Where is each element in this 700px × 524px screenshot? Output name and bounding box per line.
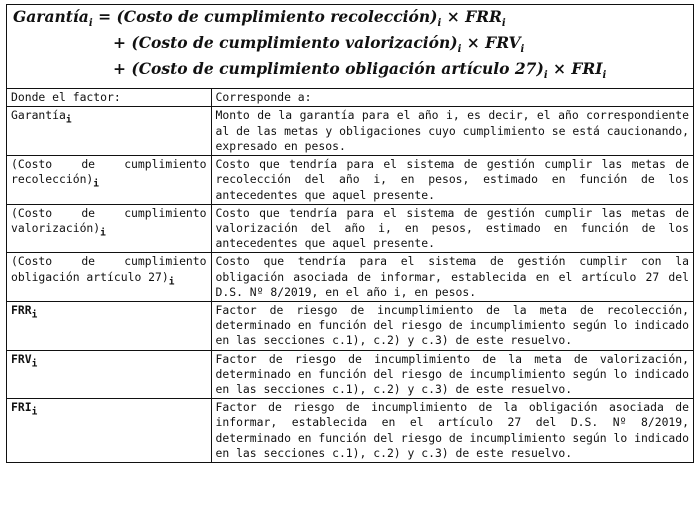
definitions-table (7, 89, 693, 462)
formula-factor-frr: × FRR (441, 7, 502, 26)
guarantee-formula (7, 5, 693, 89)
factor-term: FRR (11, 302, 32, 317)
formula-subscript: i (501, 18, 506, 30)
formula-term-valorizacion: + (Costo de cumplimiento valorización) (113, 33, 458, 53)
formula-line-1 (13, 7, 687, 33)
factor-cell (7, 301, 211, 350)
definition-cell: Factor de riesgo de incumplimiento de la meta de recolección, determinado en función del riesgo de incumplimiento según lo indicado en las secciones c.1), c.2) y c.3) de este resuelvo. (211, 301, 693, 350)
table-row (7, 156, 693, 205)
table-row (7, 301, 693, 350)
formula-factor-fri: × FRI (547, 59, 603, 79)
factor-cell (7, 156, 211, 205)
factor-term: (Costo de cumplimiento recolección) (11, 157, 207, 187)
formula-subscript: i (457, 44, 462, 56)
formula-subscript: i (88, 18, 93, 30)
factor-cell (7, 204, 211, 253)
formula-term-recoleccion: = (Costo de cumplimiento recolección) (92, 7, 438, 26)
table-row (7, 107, 693, 156)
table-row (7, 253, 693, 302)
definition-cell: Monto de la garantía para el año i, es decir, el año correspondiente al de las metas y obligaciones cuyo cumplimiento se está caucionando, expresado en pesos. (211, 107, 693, 156)
factor-term: (Costo de cumplimiento obligación artículo 27) (11, 254, 207, 284)
factor-subscript: i (31, 309, 38, 321)
table-row (7, 204, 693, 253)
factor-subscript: i (100, 227, 106, 239)
factor-subscript: i (65, 114, 72, 126)
definition-cell: Costo que tendría para el sistema de gestión cumplir las metas de recolección del año i, en pesos, estimado en función de los antecedentes que aquel presente. (211, 156, 693, 205)
factor-subscript: i (93, 178, 100, 190)
factor-term: FRI (11, 400, 32, 415)
formula-term-articulo-27: + (Costo de cumplimiento obligación artículo 27) (113, 59, 544, 79)
formula-factor-frv: × FRV (461, 33, 521, 53)
formula-line-2 (13, 33, 687, 59)
table-header-row (7, 89, 693, 107)
factor-term: Garantía (11, 108, 66, 123)
formula-term-garantia: Garantía (13, 7, 89, 26)
factor-subscript: i (31, 357, 38, 369)
formula-subscript: i (437, 18, 442, 30)
formula-line-3 (13, 59, 687, 85)
factor-term: FRV (11, 351, 32, 366)
factor-subscript: i (168, 275, 175, 287)
formula-subscript: i (602, 70, 607, 82)
table-row (7, 350, 693, 399)
table-row (7, 399, 693, 462)
formula-subscript: i (543, 70, 548, 82)
definition-cell: Factor de riesgo de incumplimiento de la obligación asociada de informar, establecida en el artículo 27 del D.S. Nº 8/2019, determinado en función del riesgo de incumplimiento según lo indicado en las secciones c.1), c.2) y c.3) de este resuelvo. (211, 399, 693, 462)
header-factor: Donde el factor: (7, 89, 211, 107)
definition-cell: Costo que tendría para el sistema de gestión cumplir con la obligación asociada de informar, establecida en el artículo 27 del D.S. Nº 8/2019, en el año i, en pesos. (211, 253, 693, 302)
header-corresponde: Corresponde a: (211, 89, 693, 107)
definition-cell: Factor de riesgo de incumplimiento de la meta de valorización, determinado en función del riesgo de incumplimiento según lo indicado en las secciones c.1), c.2) y c.3) de este resuelvo. (211, 350, 693, 399)
factor-cell (7, 350, 211, 399)
guarantee-formula-document (6, 4, 694, 463)
factor-cell (7, 253, 211, 302)
definition-cell: Costo que tendría para el sistema de gestión cumplir las metas de valorización del año i, en pesos, estimado en función de los antecedentes que aquel presente. (211, 204, 693, 253)
factor-cell (7, 399, 211, 462)
formula-subscript: i (520, 44, 525, 56)
factor-term: (Costo de cumplimiento valorización) (11, 205, 207, 235)
factor-subscript: i (31, 406, 38, 418)
factor-cell (7, 107, 211, 156)
